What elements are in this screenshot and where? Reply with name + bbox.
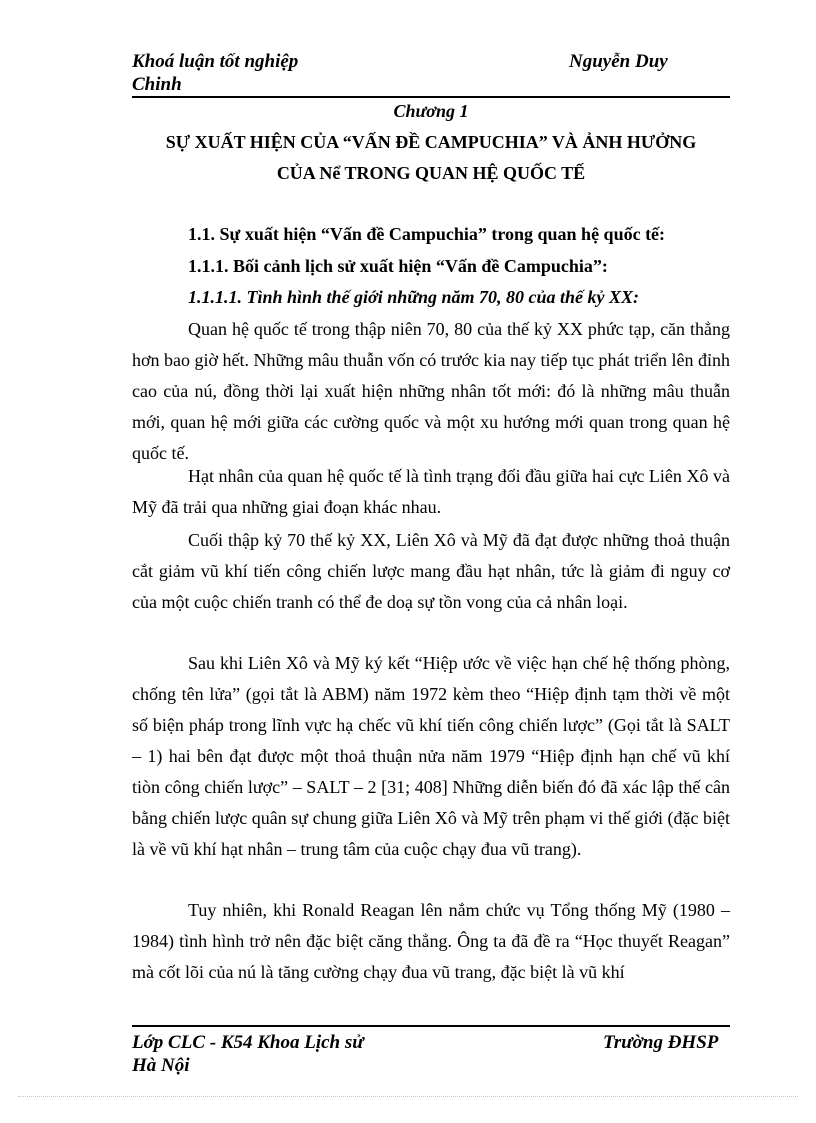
chapter-title-line-2: CỦA Nể TRONG QUAN HỆ QUỐC TẾ (276, 163, 586, 183)
body-paragraph: Tuy nhiên, khi Ronald Reagan lên nắm chức vụ Tổng thống Mỹ (1980 – 1984) tình hình trở nên đặc biệt căng thẳng. Ông ta đã đề ra “Học thuyết Reagan” mà cốt lõi của nú là tăng cường chạy đua vũ trang, đặc biệt là vũ khí (132, 900, 730, 982)
page-bottom-divider (18, 1096, 798, 1097)
body-paragraph: Hạt nhân của quan hệ quốc tế là tình trạng đối đầu giữa hai cực Liên Xô và Mỹ đã trải qua những giai đoạn khác nhau. (132, 466, 730, 517)
header-left-text: Khoá luận tốt nghiệp Chinh (132, 51, 299, 95)
chapter-title-line-1: SỰ XUẤT HIỆN CỦA “VẤN ĐỀ CAMPUCHIA” VÀ ẢNH HƯỞNG (165, 132, 697, 152)
section-heading-1-1-1-1: 1.1.1.1. Tình hình thế giới những năm 70, 80 của thế kỷ XX: (188, 287, 640, 307)
chapter-label: Chương 1 (393, 101, 469, 121)
header-right-text: Nguyễn Duy (569, 51, 668, 72)
footer-rule (132, 1025, 730, 1027)
section-heading-1-1-1: 1.1.1. Bối cảnh lịch sử xuất hiện “Vấn đề Campuchia”: (188, 256, 608, 276)
footer-right-text: Trường ĐHSP (603, 1032, 719, 1053)
header-rule (132, 96, 730, 98)
footer-left-text: Lớp CLC - K54 Khoa Lịch sử Hà Nội (132, 1032, 364, 1076)
body-paragraph: Cuối thập kỷ 70 thế kỷ XX, Liên Xô và Mỹ đã đạt được những thoả thuận cắt giảm vũ khí tiến công chiến lược mang đầu hạt nhân, tức là giảm đi nguy cơ của một cuộc chiến tranh có thể đe doạ sự tồn vong của cả nhân loại. (132, 530, 730, 612)
body-paragraph: Sau khi Liên Xô và Mỹ ký kết “Hiệp ước về việc hạn chế hệ thống phòng, chống tên lửa” (gọi tắt là ABM) năm 1972 kèm theo “Hiệp định tạm thời về một số biện pháp trong lĩnh vực hạ chếc vũ khí tiến công chiến lược” (Gọi tắt là SALT – 1) hai bên đạt được một thoả thuận nửa năm 1979 “Hiệp định hạn chế vũ khí tiòn công chiến lược” – SALT – 2 [31; 408] Những diễn biến đó đã xác lập thế cân bằng chiến lược quân sự chung giữa Liên Xô và Mỹ trên phạm vi thế giới (đặc biệt là về vũ khí hạt nhân – trung tâm của cuộc chạy đua vũ trang). (132, 653, 730, 859)
section-heading-1-1: 1.1. Sự xuất hiện “Vấn đề Campuchia” trong quan hệ quốc tế: (188, 224, 666, 244)
body-paragraph: Quan hệ quốc tế trong thập niên 70, 80 của thế kỷ XX phức tạp, căn thẳng hơn bao giờ hết. Những mâu thuẫn vốn có trước kia nay tiếp tục phát triển lên đỉnh cao của nú, đồng thời lại xuất hiện những nhân tốt mới: đó là những mâu thuẫn mới, quan hệ mới giữa các cường quốc và một xu hướng mới quan trong quan hệ quốc tế. (132, 319, 730, 463)
